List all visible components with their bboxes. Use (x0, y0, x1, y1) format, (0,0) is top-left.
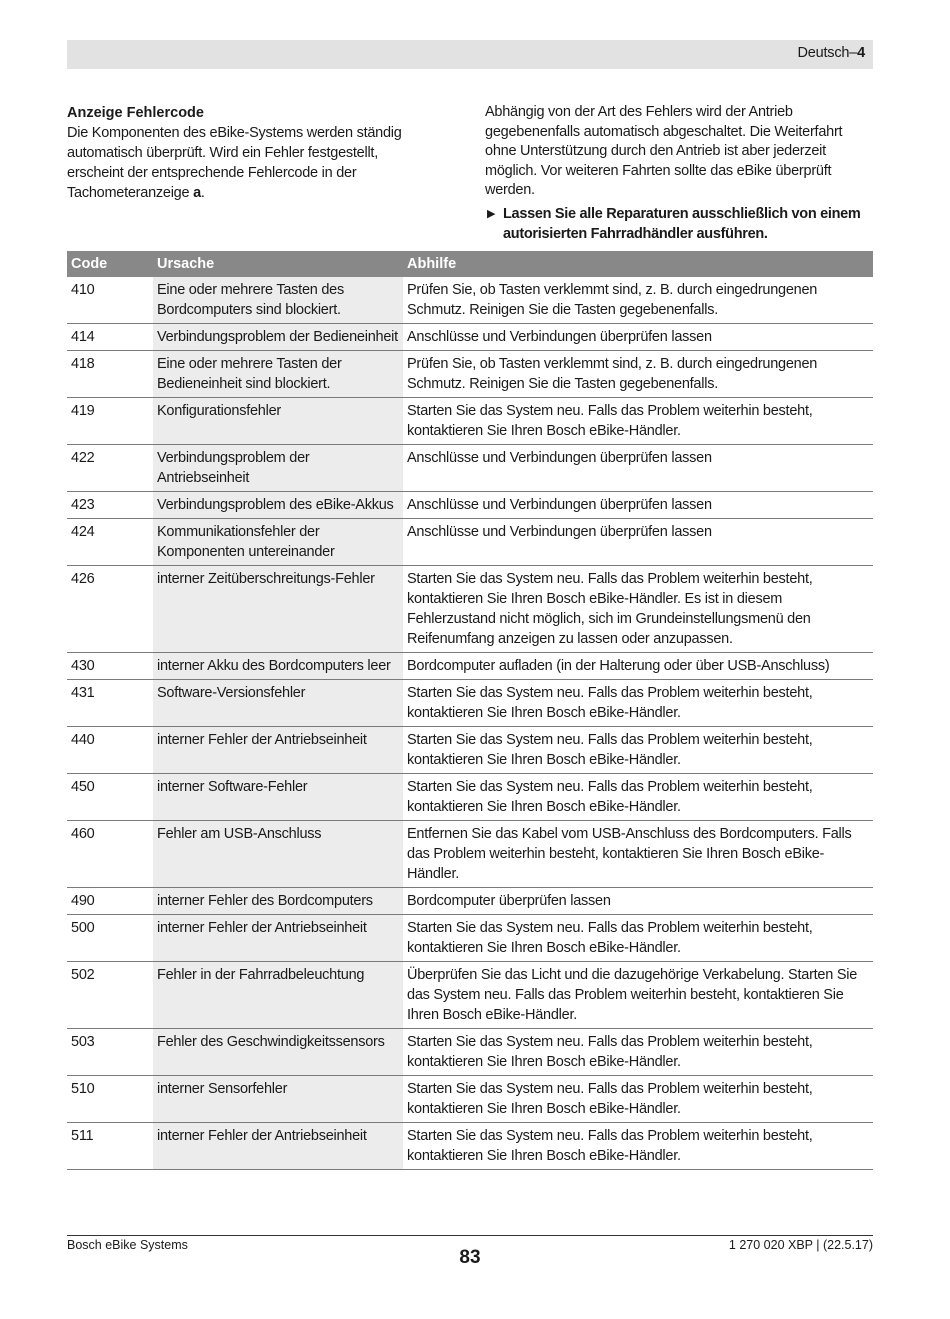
table-row (67, 445, 873, 492)
cell-remedy: Starten Sie das System neu. Falls das Problem weiterhin besteht, kontaktieren Sie Ihren Bosch eBike-Händler. (403, 727, 873, 774)
cell-remedy: Starten Sie das System neu. Falls das Problem weiterhin besteht, kontaktieren Sie Ihren Bosch eBike-Händler. (403, 398, 873, 445)
cell-remedy: Starten Sie das System neu. Falls das Problem weiterhin besteht, kontaktieren Sie Ihren Bosch eBike-Händler. (403, 774, 873, 821)
intro-paragraph (67, 123, 422, 203)
cell-code: 414 (67, 324, 153, 351)
cell-code: 503 (67, 1029, 153, 1076)
cell-remedy: Anschlüsse und Verbindungen überprüfen lassen (403, 492, 873, 519)
cell-code: 502 (67, 962, 153, 1029)
footer-brand: Bosch eBike Systems (67, 1238, 188, 1252)
right-column (485, 103, 875, 244)
right-paragraph: Abhängig von der Art des Fehlers wird der Antrieb gegebenenfalls automatisch abgeschaltet. Die Weiterfahrt ohne Unterstützung durch den Antrieb ist aber jederzeit möglich. Vor weiteren Fahrten sollte das eBike überprüft werden. (485, 104, 843, 199)
intro-text: Die Komponenten des eBike-Systems werden ständig automatisch überprüft. Wird ein Fehler festgestellt, erscheint der entsprechende Fehlercode in der Tachometeranzeige (67, 125, 402, 201)
cell-cause: interner Zeitüberschreitungs-Fehler (153, 566, 403, 653)
cell-remedy: Prüfen Sie, ob Tasten verklemmt sind, z. B. durch eingedrungenen Schmutz. Reinigen Sie die Tasten gegebenenfalls. (403, 277, 873, 324)
cell-remedy: Prüfen Sie, ob Tasten verklemmt sind, z. B. durch eingedrungenen Schmutz. Reinigen Sie die Tasten gegebenenfalls. (403, 351, 873, 398)
header-cause: Ursache (153, 251, 403, 277)
cell-cause: interner Sensorfehler (153, 1076, 403, 1123)
cell-remedy: Anschlüsse und Verbindungen überprüfen lassen (403, 324, 873, 351)
cell-remedy: Entfernen Sie das Kabel vom USB-Anschluss des Bordcomputers. Falls das Problem weiterhin besteht, kontaktieren Sie Ihren Bosch eBike-Händler. (403, 821, 873, 888)
table-row (67, 492, 873, 519)
cell-code: 410 (67, 277, 153, 324)
cell-code: 511 (67, 1123, 153, 1170)
cell-code: 440 (67, 727, 153, 774)
table-row (67, 680, 873, 727)
table-row (67, 1076, 873, 1123)
table-header-row (67, 251, 873, 277)
section-title: Anzeige Fehlercode (67, 105, 204, 121)
footer-doc-code: 1 270 020 XBP | (22.5.17) (728, 1238, 873, 1252)
cell-code: 423 (67, 492, 153, 519)
table-row (67, 277, 873, 324)
cell-cause: Fehler in der Fahrradbeleuchtung (153, 962, 403, 1029)
cell-cause: Software-Versionsfehler (153, 680, 403, 727)
cell-remedy: Starten Sie das System neu. Falls das Problem weiterhin besteht, kontaktieren Sie Ihren Bosch eBike-Händler. (403, 915, 873, 962)
intro-bold-a: a (193, 185, 201, 201)
cell-remedy: Überprüfen Sie das Licht und die dazugehörige Verkabelung. Starten Sie das System neu. Falls das Problem weiterhin besteht, kontaktieren Sie Ihren Bosch eBike-Händler. (403, 962, 873, 1029)
cell-remedy: Bordcomputer aufladen (in der Halterung oder über USB-Anschluss) (403, 653, 873, 680)
triangle-bullet-icon: ▶ (487, 207, 496, 220)
cell-code: 418 (67, 351, 153, 398)
cell-code: 490 (67, 888, 153, 915)
cell-cause: Verbindungsproblem der Bedieneinheit (153, 324, 403, 351)
cell-code: 419 (67, 398, 153, 445)
left-column (67, 103, 422, 203)
repair-note-text: Lassen Sie alle Reparaturen ausschließlich von einem autorisierten Fahrradhändler ausführen. (503, 205, 861, 242)
cell-cause: interner Fehler der Antriebseinheit (153, 915, 403, 962)
cell-cause: interner Akku des Bordcomputers leer (153, 653, 403, 680)
page-header (67, 40, 873, 69)
table-row (67, 915, 873, 962)
cell-code: 510 (67, 1076, 153, 1123)
table-row (67, 727, 873, 774)
cell-cause: interner Software-Fehler (153, 774, 403, 821)
header-page-section: 4 (857, 45, 865, 61)
header-remedy: Abhilfe (403, 251, 873, 277)
cell-cause: Verbindungsproblem des eBike-Akkus (153, 492, 403, 519)
table-row (67, 653, 873, 680)
cell-code: 422 (67, 445, 153, 492)
cell-code: 430 (67, 653, 153, 680)
table-row (67, 566, 873, 653)
header-title (797, 45, 865, 61)
cell-remedy: Anschlüsse und Verbindungen überprüfen lassen (403, 445, 873, 492)
cell-cause: interner Fehler der Antriebseinheit (153, 1123, 403, 1170)
cell-code: 500 (67, 915, 153, 962)
repair-note (485, 205, 875, 244)
footer-divider (67, 1235, 873, 1236)
table-row (67, 821, 873, 888)
cell-remedy: Bordcomputer überprüfen lassen (403, 888, 873, 915)
cell-cause: Kommunikationsfehler der Komponenten untereinander (153, 519, 403, 566)
table-row (67, 519, 873, 566)
cell-remedy: Starten Sie das System neu. Falls das Problem weiterhin besteht, kontaktieren Sie Ihren Bosch eBike-Händler. Es ist in diesem Fehlerzustand nicht möglich, sich im Grundeinstellungsmenü den Reifenumfang anzeigen zu lassen oder anzupassen. (403, 566, 873, 653)
table-row (67, 398, 873, 445)
page-number: 83 (459, 1247, 481, 1268)
table-body (67, 277, 873, 1170)
cell-remedy: Starten Sie das System neu. Falls das Problem weiterhin besteht, kontaktieren Sie Ihren Bosch eBike-Händler. (403, 1076, 873, 1123)
cell-cause: Eine oder mehrere Tasten der Bedieneinheit sind blockiert. (153, 351, 403, 398)
cell-code: 426 (67, 566, 153, 653)
table-row (67, 1123, 873, 1170)
table-row (67, 351, 873, 398)
cell-cause: Fehler des Geschwindigkeitssensors (153, 1029, 403, 1076)
header-language: Deutsch (797, 45, 850, 61)
header-separator: – (849, 45, 858, 61)
header-code: Code (67, 251, 153, 277)
cell-code: 424 (67, 519, 153, 566)
table-row (67, 324, 873, 351)
table-row (67, 774, 873, 821)
cell-remedy: Starten Sie das System neu. Falls das Problem weiterhin besteht, kontaktieren Sie Ihren Bosch eBike-Händler. (403, 680, 873, 727)
cell-code: 460 (67, 821, 153, 888)
table-row (67, 888, 873, 915)
cell-cause: Konfigurationsfehler (153, 398, 403, 445)
cell-cause: Verbindungsproblem der Antriebseinheit (153, 445, 403, 492)
cell-remedy: Starten Sie das System neu. Falls das Problem weiterhin besteht, kontaktieren Sie Ihren Bosch eBike-Händler. (403, 1029, 873, 1076)
cell-cause: interner Fehler des Bordcomputers (153, 888, 403, 915)
cell-code: 431 (67, 680, 153, 727)
cell-cause: Eine oder mehrere Tasten des Bordcomputers sind blockiert. (153, 277, 403, 324)
cell-remedy: Starten Sie das System neu. Falls das Problem weiterhin besteht, kontaktieren Sie Ihren Bosch eBike-Händler. (403, 1123, 873, 1170)
table-row (67, 962, 873, 1029)
table-row (67, 1029, 873, 1076)
cell-cause: Fehler am USB-Anschluss (153, 821, 403, 888)
cell-code: 450 (67, 774, 153, 821)
intro-text-end: . (200, 185, 205, 201)
cell-cause: interner Fehler der Antriebseinheit (153, 727, 403, 774)
cell-remedy: Anschlüsse und Verbindungen überprüfen lassen (403, 519, 873, 566)
error-code-table (67, 251, 873, 1170)
